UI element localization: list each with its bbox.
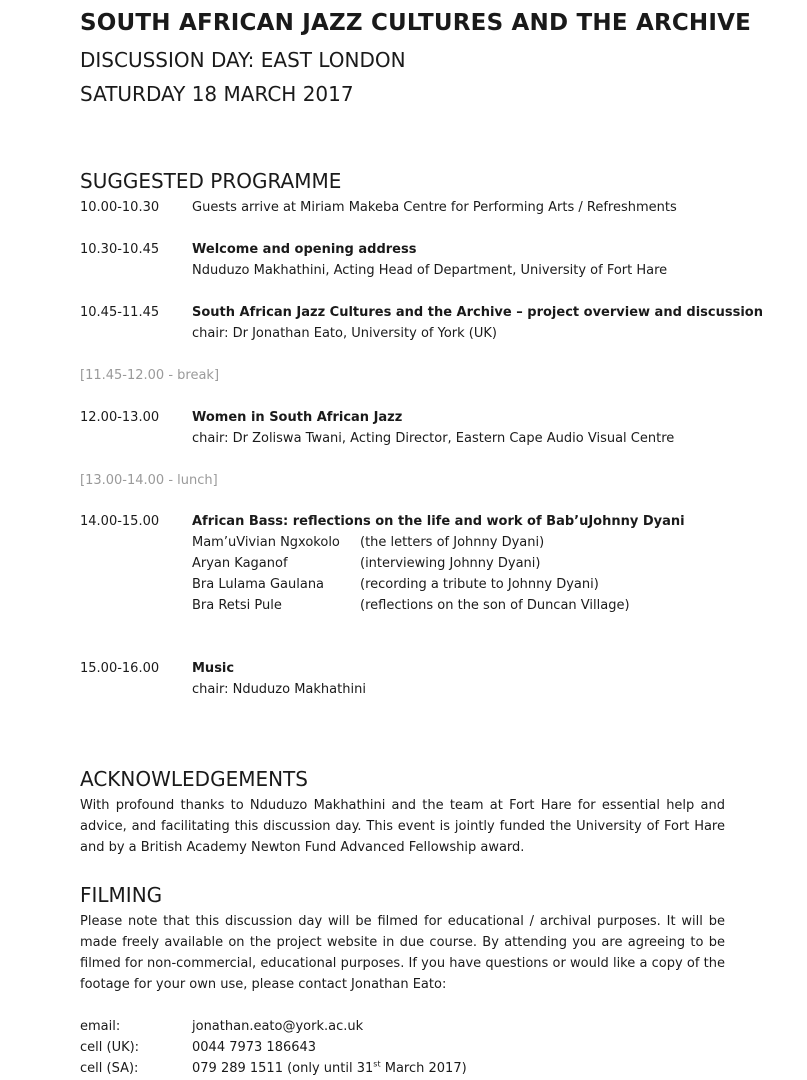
programme-heading: SUGGESTED PROGRAMME xyxy=(80,169,342,193)
contact-cell-uk: 0044 7973 186643 xyxy=(192,1040,317,1055)
programme-time: 15.00-16.00 xyxy=(80,661,160,676)
panelist-topic: (the letters of Johnny Dyani) xyxy=(360,535,545,550)
filming-text: Please note that this discussion day will be filmed for educational / archival purposes. It will be made freely available on the project website in due course. By attending you are agreeing to be filmed for non-commercial, educational purposes. If you have questions or would like a copy of the footage for your own use, please contact Jonathan Eato: xyxy=(80,914,725,992)
event-subtitle: DISCUSSION DAY: EAST LONDON xyxy=(80,48,406,72)
programme-break: [13.00-14.00 - lunch] xyxy=(80,473,218,488)
panelist-name: Bra Retsi Pule xyxy=(192,598,282,613)
programme-time: 10.45-11.45 xyxy=(80,305,160,320)
panelist-topic: (reflections on the son of Duncan Village) xyxy=(360,598,630,613)
programme-time: 10.30-10.45 xyxy=(80,242,160,257)
panelist-name: Mam’uVivian Ngxokolo xyxy=(192,535,340,550)
event-date: SATURDAY 18 MARCH 2017 xyxy=(80,82,354,106)
programme-detail: chair: Dr Zoliswa Twani, Acting Director, Eastern Cape Audio Visual Centre xyxy=(192,431,675,446)
programme-time: 14.00-15.00 xyxy=(80,514,160,529)
contact-email-label: email: xyxy=(80,1019,121,1034)
cell-sa-suffix: March 2017) xyxy=(380,1061,467,1076)
programme-title: Women in South African Jazz xyxy=(192,410,403,425)
programme-time: 10.00-10.30 xyxy=(80,200,160,215)
document-title: SOUTH AFRICAN JAZZ CULTURES AND THE ARCHIVE xyxy=(80,10,752,36)
acknowledgements-text: With profound thanks to Nduduzo Makhathini and the team at Fort Hare for essential help and advice, and facilitating this discussion day. This event is jointly funded the University of Fort Hare and by a British Academy Newton Fund Advanced Fellowship award. xyxy=(80,798,725,855)
panelist-name: Bra Lulama Gaulana xyxy=(192,577,325,592)
filming-heading: FILMING xyxy=(80,883,163,907)
programme-break: [11.45-12.00 - break] xyxy=(80,368,220,383)
contact-cell-sa xyxy=(192,1058,467,1079)
programme-detail: Nduduzo Makhathini, Acting Head of Department, University of Fort Hare xyxy=(192,263,668,278)
contact-email[interactable]: jonathan.eato@york.ac.uk xyxy=(192,1019,364,1034)
panelist-topic: (interviewing Johnny Dyani) xyxy=(360,556,541,571)
programme-title: African Bass: reflections on the life and work of Bab’uJohnny Dyani xyxy=(192,514,685,529)
programme-title: Music xyxy=(192,661,235,676)
panelist-topic: (recording a tribute to Johnny Dyani) xyxy=(360,577,599,592)
contact-cell-sa-label: cell (SA): xyxy=(80,1061,139,1076)
cell-sa-ordinal: st xyxy=(373,1059,381,1069)
cell-sa-prefix: 079 289 1511 (only until 31 xyxy=(192,1061,374,1076)
programme-time: 12.00-13.00 xyxy=(80,410,160,425)
programme-title: Guests arrive at Miriam Makeba Centre for Performing Arts / Refreshments xyxy=(192,200,677,215)
document-page xyxy=(80,0,763,1080)
contact-cell-uk-label: cell (UK): xyxy=(80,1040,140,1055)
acknowledgements-heading: ACKNOWLEDGEMENTS xyxy=(80,767,308,791)
programme-detail: chair: Nduduzo Makhathini xyxy=(192,682,366,697)
panelist-name: Aryan Kaganof xyxy=(192,556,288,571)
programme-detail: chair: Dr Jonathan Eato, University of York (UK) xyxy=(192,326,497,341)
programme-title: Welcome and opening address xyxy=(192,242,417,257)
programme-title: South African Jazz Cultures and the Archive – project overview and discussion xyxy=(192,305,763,320)
